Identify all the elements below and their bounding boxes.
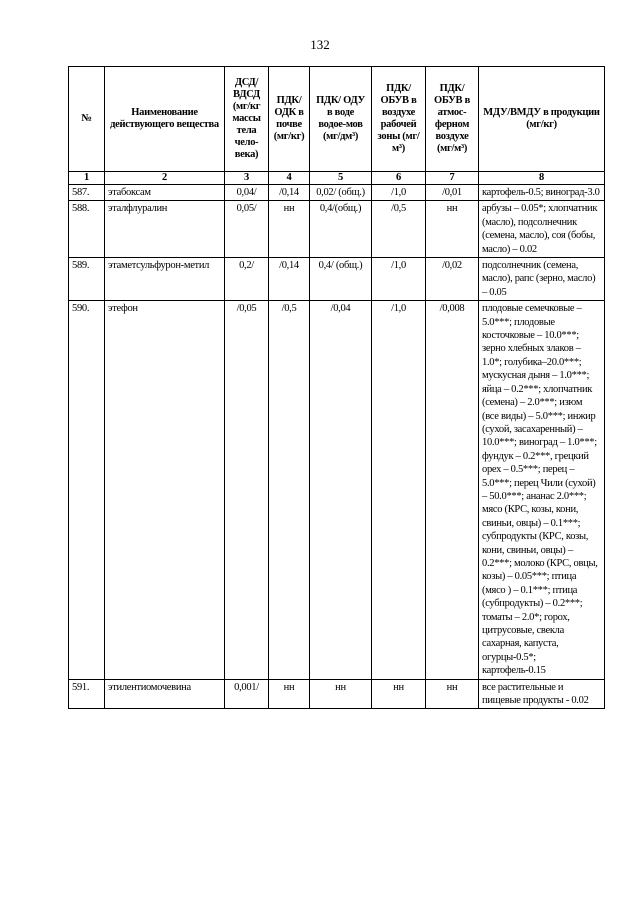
substance-name: этилентиомочевина: [105, 679, 225, 709]
product-value: плодовые семечковые – 5.0***; плодовые косточковые – 10.0***; зерно хлебных злаков – 1.0*; голубика–20.0***; мускусная дыня – 1.0***; яйца – 0.2***; хлопчатник (семена) – 2.0***; изюм (все виды) – 5.0***; инжир (сухой, засахаренный) – 10.0***; виноград – 1.0***; фундук – 0.2***, грецкий орех – 0.5***; перец – 5.0***; перец Чили (сухой) – 50.0***; ананас 2.0***; мясо (КРС, козы, кони, свиньи, овцы) – 0.1***; субпродукты (КРС, козы, кони, свиньи, овцы) – 0.2***; молоко (КРС, овцы, козы) – 0.05***; птица (мясо ) – 0.1***; птица (субпродукты) – 0.2***; томаты – 2.0*; горох, цитрусовые, свекла сахарная, капуста, огурцы-0.5*; картофель-0.15: [479, 301, 605, 679]
column-number: 6: [372, 172, 426, 185]
product-value: подсолнечник (семена, масло), рапс (зерно, масло) – 0.05: [479, 258, 605, 301]
header-col-water: ПДК/ ОДУ в воде водое-мов (мг/дм³): [310, 67, 372, 172]
row-number: 591.: [69, 679, 105, 709]
row-number: 589.: [69, 258, 105, 301]
soil-value: /0,14: [269, 185, 310, 201]
dsd-value: 0,001/: [225, 679, 269, 709]
header-col-atmos-air: ПДК/ ОБУВ в атмос-ферном воздухе (мг/м³): [426, 67, 479, 172]
atmos-air-value: /0,01: [426, 185, 479, 201]
header-col-substance-name: Наименование действующего вещества: [105, 67, 225, 172]
header-col-soil: ПДК/ ОДК в почве (мг/кг): [269, 67, 310, 172]
work-air-value: /0,5: [372, 201, 426, 258]
column-number: 8: [479, 172, 605, 185]
soil-value: /0,5: [269, 301, 310, 679]
water-value: 0,4/(общ.): [310, 201, 372, 258]
column-number: 1: [69, 172, 105, 185]
atmos-air-value: нн: [426, 679, 479, 709]
substance-name: этефон: [105, 301, 225, 679]
water-value: нн: [310, 679, 372, 709]
water-value: 0,4/ (общ.): [310, 258, 372, 301]
table-row: [69, 201, 605, 258]
work-air-value: нн: [372, 679, 426, 709]
atmos-air-value: /0,008: [426, 301, 479, 679]
work-air-value: /1,0: [372, 185, 426, 201]
water-value: 0,02/ (общ.): [310, 185, 372, 201]
table-row: [69, 185, 605, 201]
atmos-air-value: /0,02: [426, 258, 479, 301]
water-value: /0,04: [310, 301, 372, 679]
atmos-air-value: нн: [426, 201, 479, 258]
row-number: 590.: [69, 301, 105, 679]
pesticide-table: [68, 66, 605, 709]
dsd-value: 0,04/: [225, 185, 269, 201]
substance-name: этабоксам: [105, 185, 225, 201]
dsd-value: 0,2/: [225, 258, 269, 301]
table-row: [69, 679, 605, 709]
column-number: 4: [269, 172, 310, 185]
header-col-dsd: ДСД/ ВДСД (мг/кг массы тела чело-века): [225, 67, 269, 172]
header-col-product: МДУ/ВМДУ в продукции (мг/кг): [479, 67, 605, 172]
table-header-row: [69, 67, 605, 172]
dsd-value: /0,05: [225, 301, 269, 679]
row-number: 588.: [69, 201, 105, 258]
soil-value: /0,14: [269, 258, 310, 301]
product-value: картофель-0.5; виноград-3.0: [479, 185, 605, 201]
row-number: 587.: [69, 185, 105, 201]
work-air-value: /1,0: [372, 301, 426, 679]
page-number: 132: [310, 37, 330, 52]
table-row: [69, 301, 605, 679]
product-value: арбузы – 0.05*; хлопчатник (масло), подсолнечник (семена, масло), соя (бобы, масло) – 0.02: [479, 201, 605, 258]
column-number: 3: [225, 172, 269, 185]
soil-value: нн: [269, 679, 310, 709]
column-numbers-row: [69, 172, 605, 185]
header-col-work-air: ПДК/ ОБУВ в воздухе рабочей зоны (мг/м³): [372, 67, 426, 172]
dsd-value: 0,05/: [225, 201, 269, 258]
column-number: 2: [105, 172, 225, 185]
product-value: все растительные и пищевые продукты - 0.02: [479, 679, 605, 709]
substance-name: эталфлуралин: [105, 201, 225, 258]
work-air-value: /1,0: [372, 258, 426, 301]
column-number: 5: [310, 172, 372, 185]
column-number: 7: [426, 172, 479, 185]
header-col-number: №: [69, 67, 105, 172]
soil-value: нн: [269, 201, 310, 258]
table-row: [69, 258, 605, 301]
substance-name: этаметсульфурон-метил: [105, 258, 225, 301]
